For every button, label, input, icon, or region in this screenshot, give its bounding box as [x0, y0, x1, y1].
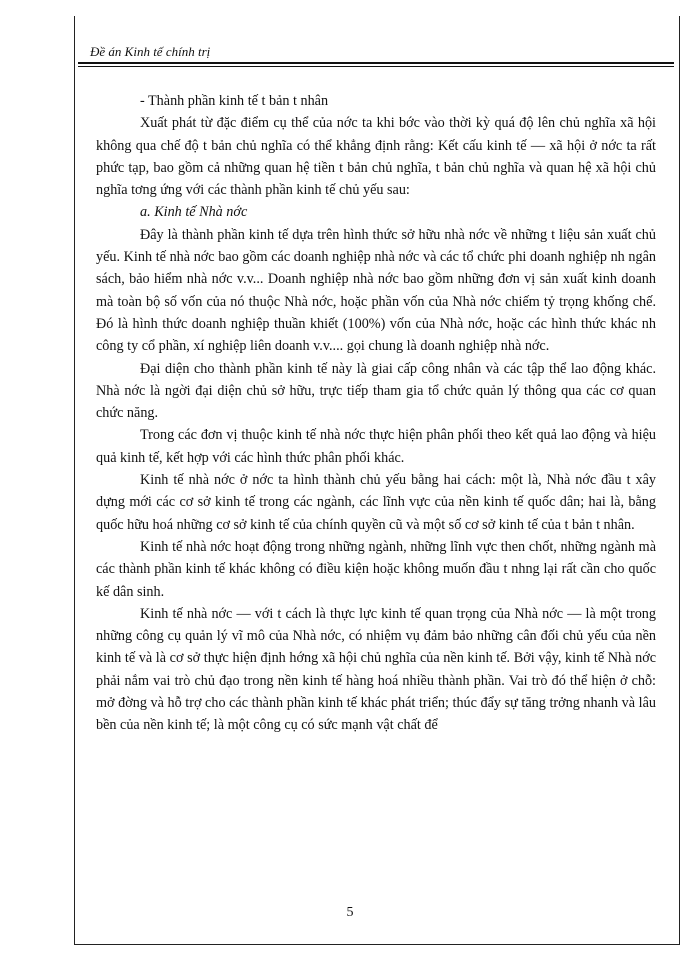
document-body	[96, 90, 656, 737]
paragraph: Kinh tế nhà nớc — với t cách là thực lực kinh tế quan trọng của Nhà nớc — là một trong những công cụ quản lý vĩ mô của Nhà nớc, có nhiệm vụ đảm bảo những cân đối chủ yếu của nền kinh tế và là cơ sở thực hiện định hớng xã hội chủ nghĩa của nền kinh tế. Bởi vậy, kinh tế Nhà nớc phải nắm vai trò chủ đạo trong nền kinh tế hàng hoá nhiều thành phần. Vai trò đó thể hiện ở chỗ: mở đờng và hỗ trợ cho các thành phần kinh tế khác phát triển; thúc đẩy sự tăng trởng nhanh và lâu bền của nền kinh tế; là một công cụ có sức mạnh vật chất để	[96, 605, 656, 734]
paragraph-section-heading: - Thành phần kinh tế t bản t nhân	[140, 93, 329, 109]
paragraph: Kinh tế nhà nớc ở nớc ta hình thành chủ yếu bằng hai cách: một là, Nhà nớc đầu t xây dựng mới các cơ sở kinh tế trong các ngành, các lĩnh vực của nền kinh tế quốc dân; hai là, bằng quốc hữu hoá những cơ sở kinh tế của chính quyền cũ và một số cơ sở kinh tế của t bản t nhân.	[96, 472, 656, 533]
header-title: Đề án Kinh tế chính trị	[90, 44, 211, 59]
page-number: 5	[346, 905, 354, 920]
header-rule-thin	[78, 66, 674, 67]
subsection-heading: a. Kinh tế Nhà nớc	[140, 204, 248, 221]
paragraph: Trong các đơn vị thuộc kinh tế nhà nớc thực hiện phân phối theo kết quả lao động và hiệu quả kinh tế, kết hợp với các hình thức phân phối khác.	[96, 427, 656, 466]
header-rule-thick	[78, 62, 674, 64]
paragraph: Đại diện cho thành phần kinh tế này là giai cấp công nhân và các tập thể lao động khác. Nhà nớc là ngời đại diện chủ sở hữu, trực tiếp tham gia tổ chức quản lý thông qua các cơ quan chức năng.	[96, 360, 656, 422]
paragraph: Đây là thành phần kinh tế dựa trên hình thức sở hữu nhà nớc về những t liệu sản xuất chủ yếu. Kinh tế nhà nớc bao gồm các doanh nghiệp nhà nớc và các tổ chức phi doanh nghiệp nh ngân sách, bảo hiểm nhà nớc v.v... Doanh nghiệp nhà nớc bao gồm những đơn vị sản xuất kinh doanh mà toàn bộ số vốn của nó thuộc Nhà nớc, hoặc phần vốn của Nhà nớc chiếm tỷ trọng khống chế. Đó là hình thức doanh nghiệp thuần khiết (100%) vốn của Nhà nớc, hoặc các hình thức khác nh công ty cổ phần, xí nghiệp liên doanh v.v.... gọi chung là doanh nghiệp nhà nớc.	[96, 226, 656, 355]
paragraph: Kinh tế nhà nớc hoạt động trong những ngành, những lĩnh vực then chốt, những ngành mà các thành phần kinh tế khác không có điều kiện hoặc không muốn đầu t nhng lại rất cần cho quốc kế dân sinh.	[96, 538, 656, 600]
paragraph: Xuất phát từ đặc điểm cụ thể của nớc ta khi bớc vào thời kỳ quá độ lên chủ nghĩa xã hội không qua chế độ t bản chủ nghĩa có thể khẳng định rằng: Kết cấu kinh tế — xã hội ở nớc ta rất phức tạp, bao gồm cả những quan hệ tiền t bản chủ nghĩa, t bản chủ nghĩa và quan hệ xã hội chủ nghĩa tơng ứng với các thành phần kinh tế chủ yếu sau:	[96, 115, 656, 199]
page-header	[78, 40, 674, 64]
